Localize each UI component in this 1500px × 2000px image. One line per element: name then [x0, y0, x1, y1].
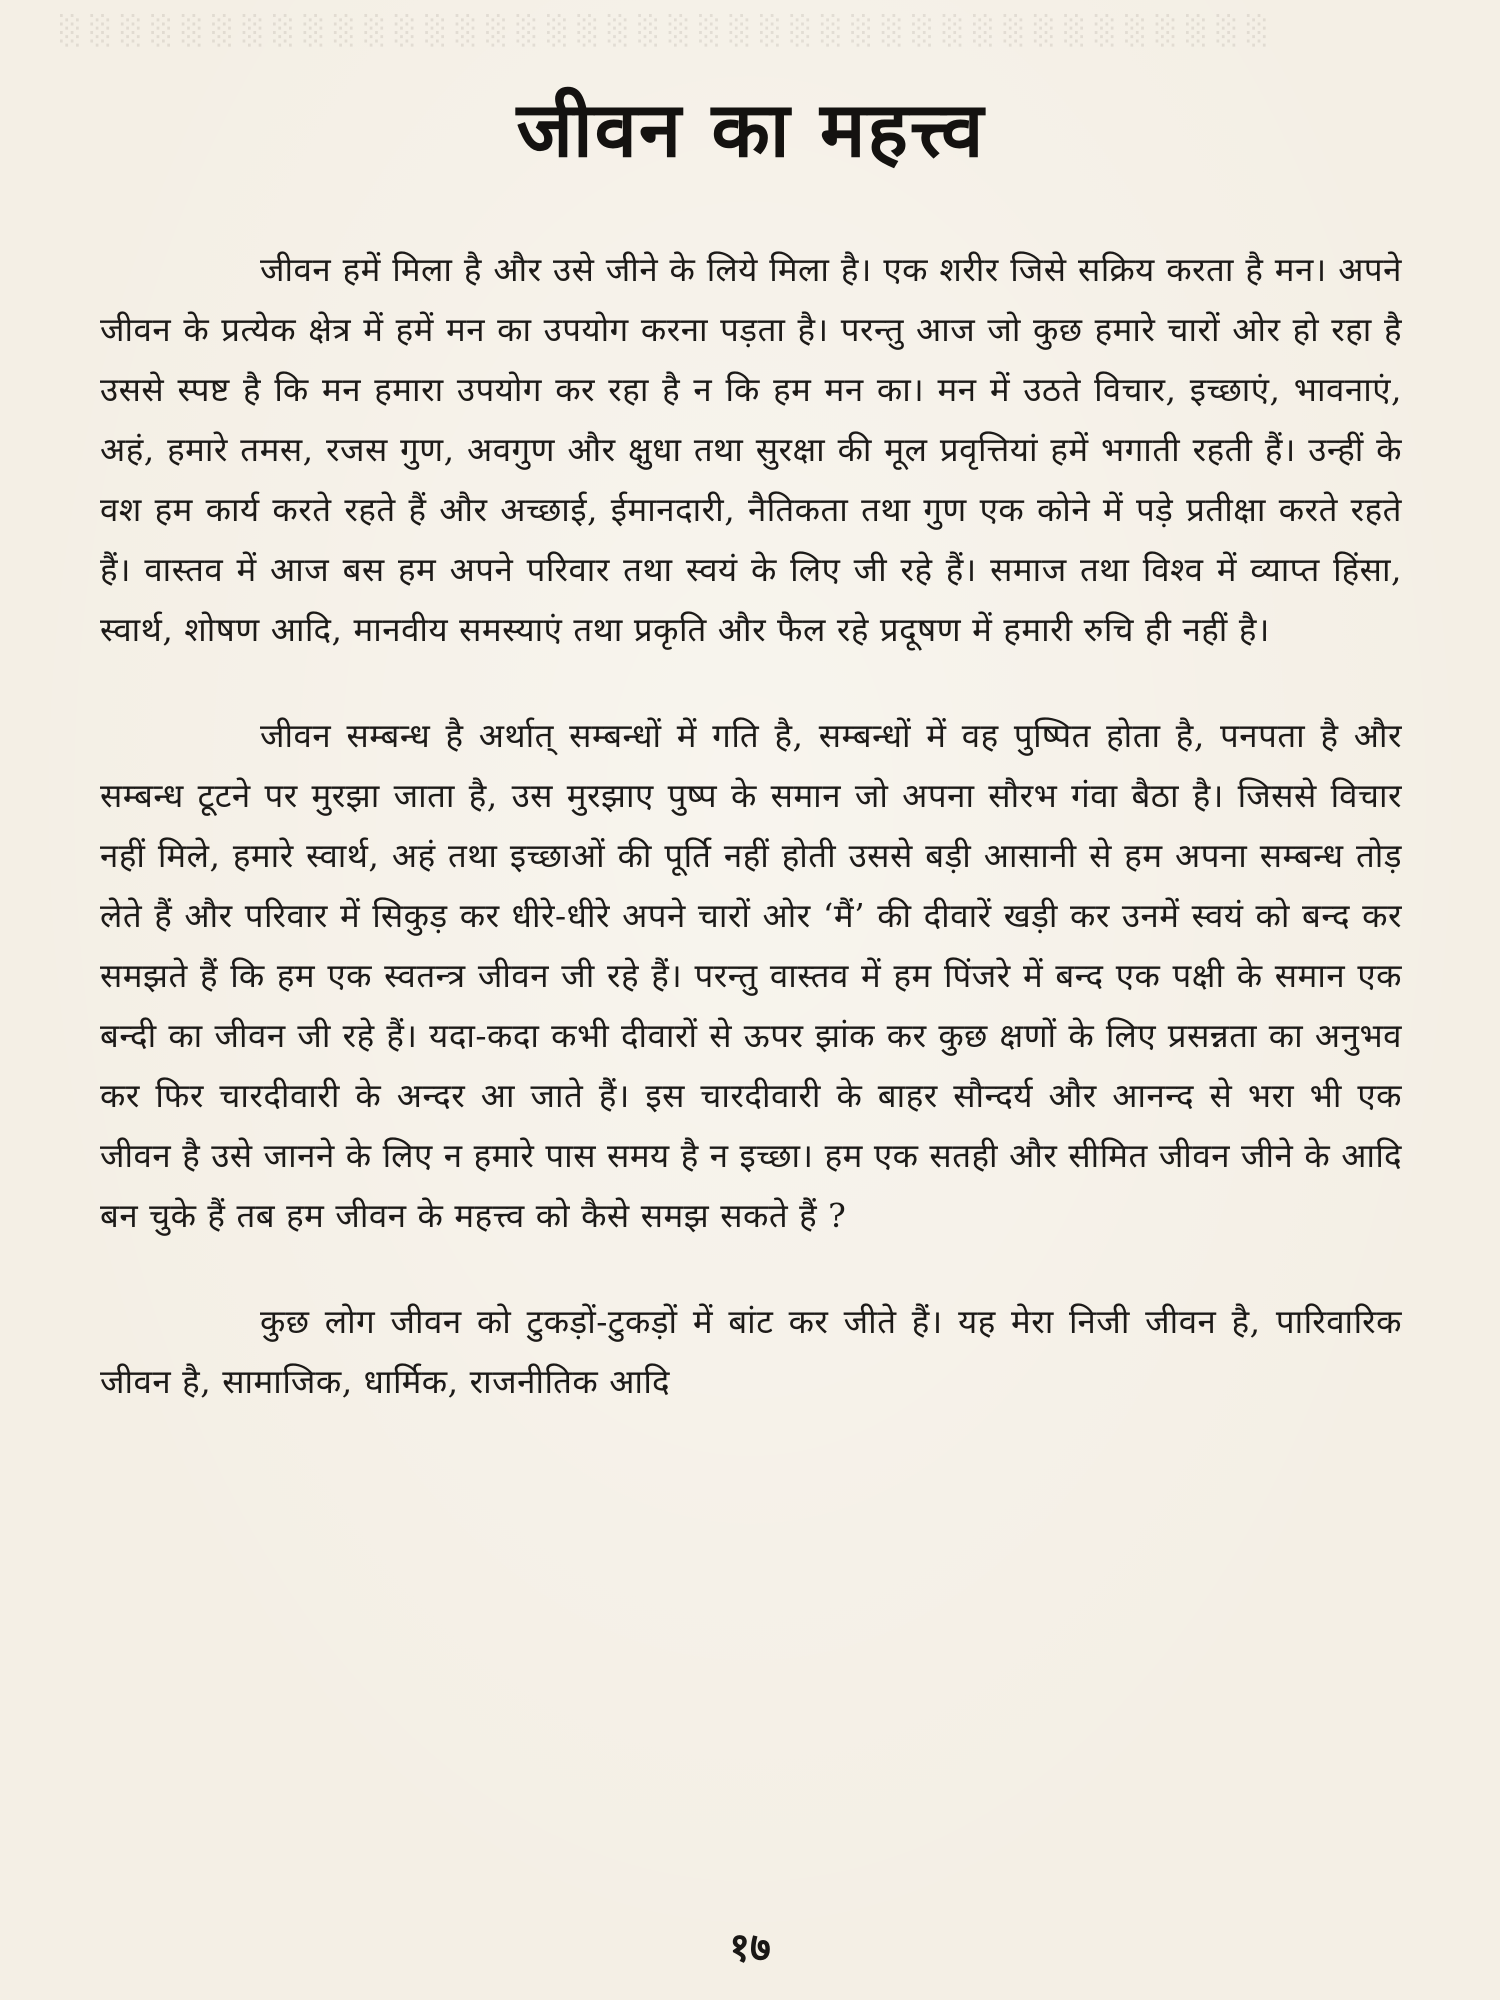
paragraph-3: कुछ लोग जीवन को टुकड़ों-टुकड़ों में बांट कर जीते हैं। यह मेरा निजी जीवन है, पारिवारिक जीवन है, सामाजिक, धार्मिक, राजनीतिक आदि [100, 1302, 1402, 1401]
page-title: जीवन का महत्त्व [516, 85, 986, 174]
paragraph-2: जीवन सम्बन्ध है अर्थात् सम्बन्धों में गति है, सम्बन्धों में वह पुष्पित होता है, पनपता है और सम्बन्ध टूटने पर मुरझा जाता है, उस मुरझाए पुष्प के समान जो अपना सौरभ गंवा बैठा है। जिससे विचार नहीं मिले, हमारे स्वार्थ, अहं तथा इच्छाओं की पूर्ति नहीं होती उससे बड़ी आसानी से हम अपना सम्बन्ध तोड़ लेते हैं और परिवार में सिकुड़ कर धीरे-धीरे अपने चारों ओर ‘मैं’ की दीवारें खड़ी कर उनमें स्वयं को बन्द कर समझते हैं कि हम एक स्वतन्त्र जीवन जी रहे हैं। परन्तु वास्तव में हम पिंजरे में बन्द एक पक्षी के समान एक बन्दी का जीवन जी रहे हैं। यदा-कदा कभी दीवारों से ऊपर झांक कर कुछ क्षणों के लिए प्रसन्नता का अनुभव कर फिर चारदीवारी के अन्दर आ जाते हैं। इस चारदीवारी के बाहर सौन्दर्य और आनन्द से भरा भी एक जीवन है उसे जानने के लिए न हमारे पास समय है न इच्छा। हम एक सतही और सीमित जीवन जीने के आदि बन चुके हैं तब हम जीवन के महत्त्व को कैसे समझ सकते हैं ? [100, 716, 1403, 1235]
show-through-text-top: ░ ░ ░ ░ ░ ░ ░ ░ ░ ░ ░ ░ ░ ░ ░ ░ ░ ░ ░ ░ ░ ░ ░ ░ ░ ░ ░ ░ ░ ░ ░ ░ ░ ░ ░ ░ ░ ░ ░ ░ [60, 14, 1269, 47]
paragraph-gap [100, 660, 1402, 706]
paragraph-1: जीवन हमें मिला है और उसे जीने के लिये मिला है। एक शरीर जिसे सक्रिय करता है मन। अपने जीवन के प्रत्येक क्षेत्र में हमें मन का उपयोग करना पड़ता है। परन्तु आज जो कुछ हमारे चारों ओर हो रहा है उससे स्पष्ट है कि मन हमारा उपयोग कर रहा है न कि हम मन का। मन में उठते विचार, इच्छाएं, भावनाएं, अहं, हमारे तमस, रजस गुण, अवगुण और क्षुधा तथा सुरक्षा की मूल प्रवृत्तियां हमें भगाती रहती हैं। उन्हीं के वश हम कार्य करते रहते हैं और अच्छाई, ईमानदारी, नैतिकता तथा गुण एक कोने में पड़े प्रतीक्षा करते रहते हैं। वास्तव में आज बस हम अपने परिवार तथा स्वयं के लिए जी रहे हैं। समाज तथा विश्व में व्याप्त हिंसा, स्वार्थ, शोषण आदि, मानवीय समस्याएं तथा प्रकृति और फैल रहे प्रदूषण में हमारी रुचि ही नहीं है। [100, 250, 1402, 649]
paragraph-gap [100, 1246, 1402, 1292]
page-number: १७ [729, 1925, 771, 1971]
